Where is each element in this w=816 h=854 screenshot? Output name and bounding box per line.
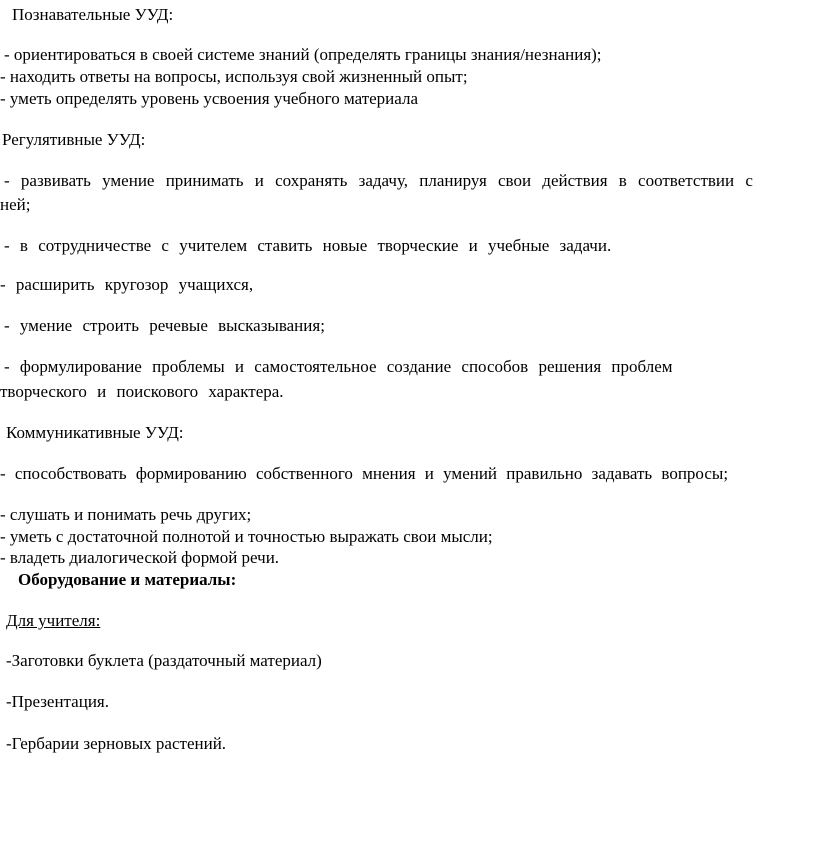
- cognitive-item-2: - находить ответы на вопросы, используя свой жизненный опыт;: [0, 67, 468, 86]
- regulatory-heading: Регулятивные УУД:: [2, 130, 146, 149]
- cognitive-item-1: - ориентироваться в своей системе знаний (определять границы знания/незнания);: [4, 45, 602, 64]
- regulatory-item-5-line-1: - формулирование проблемы и самостоятельное создание способов решения проблем: [4, 357, 673, 376]
- regulatory-item-4: - умение строить речевые высказывания;: [4, 316, 325, 335]
- communicative-item-3: - уметь с достаточной полнотой и точностью выражать свои мысли;: [0, 527, 493, 546]
- equipment-subheading: Для учителя:: [6, 611, 101, 630]
- regulatory-item-5-line-2: творческого и поискового характера.: [0, 382, 284, 401]
- equipment-item-2: -Презентация.: [6, 692, 109, 711]
- regulatory-item-1-line-2: ней;: [0, 195, 31, 214]
- equipment-item-3: -Гербарии зерновых растений.: [6, 734, 227, 753]
- communicative-item-4: - владеть диалогической формой речи.: [0, 548, 280, 567]
- cognitive-item-3: - уметь определять уровень усвоения учебного материала: [0, 89, 419, 108]
- equipment-item-1: -Заготовки буклета (раздаточный материал): [6, 651, 322, 670]
- cognitive-heading: Познавательные УУД:: [12, 5, 174, 24]
- equipment-heading: Оборудование и материалы:: [18, 570, 237, 589]
- regulatory-item-2: - в сотрудничестве с учителем ставить новые творческие и учебные задачи.: [4, 236, 612, 255]
- communicative-heading: Коммуникативные УУД:: [6, 423, 184, 442]
- regulatory-item-3: - расширить кругозор учащихся,: [0, 275, 254, 294]
- regulatory-item-1-line-1: - развивать умение принимать и сохранять задачу, планируя свои действия в соответствии с: [4, 171, 753, 190]
- communicative-item-2: - слушать и понимать речь других;: [0, 505, 252, 524]
- communicative-item-1: - способствовать формированию собственного мнения и умений правильно задавать вопросы;: [0, 464, 729, 483]
